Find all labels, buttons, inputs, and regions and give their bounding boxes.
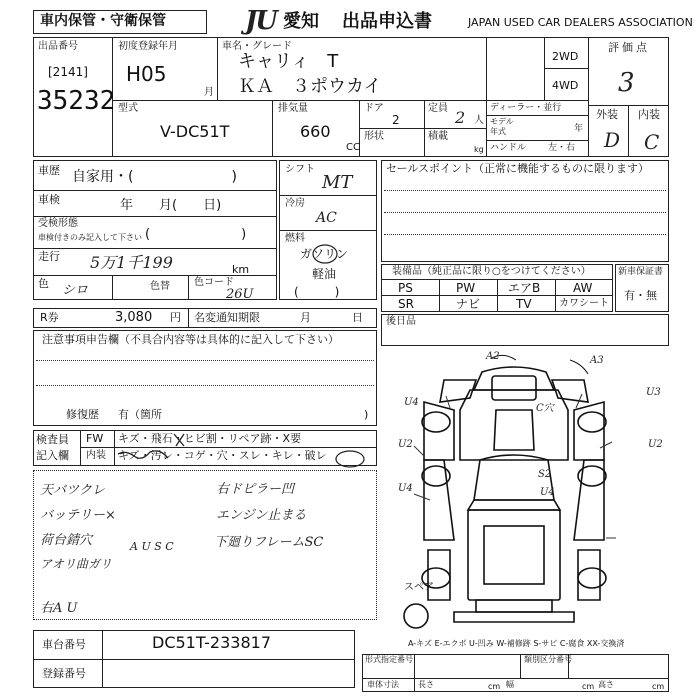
- note-engine: エンジン止まる: [216, 508, 307, 523]
- width-label: 幅: [506, 680, 514, 689]
- sales-point-label: セールスポイント（正常に機能するものに限ります）: [386, 162, 650, 175]
- equipment-tv: TV: [516, 297, 532, 311]
- exterior-grade: D: [604, 128, 621, 152]
- displacement-value: 660: [300, 122, 331, 141]
- ac-label: 冷房: [285, 198, 305, 209]
- color-value: シロ: [62, 283, 89, 298]
- equipment-label: 装備品（純正品に限り○をつけてください）: [392, 266, 591, 277]
- check-strike-marks: [110, 428, 370, 468]
- received-label: 受検形態: [38, 218, 78, 229]
- name-change-month: 月: [300, 311, 311, 324]
- mark-u2-left: U2: [398, 439, 413, 450]
- height-label: 高さ: [598, 680, 614, 689]
- width-unit: cm: [582, 682, 595, 691]
- repair-label: 修復歴: [66, 408, 99, 421]
- model-label: 型式: [118, 103, 138, 114]
- received-value: ( ): [145, 227, 247, 242]
- note-ausc: A U S C: [130, 540, 174, 553]
- equipment-sr: SR: [398, 297, 414, 311]
- year-unit: 年: [574, 124, 584, 134]
- note-battery: バッテリー×: [40, 508, 116, 523]
- mark-u4-lower: U4: [398, 483, 413, 494]
- handle-options: 左・右: [548, 143, 576, 153]
- equipment-ps: PS: [398, 281, 413, 295]
- equipment-airbag: エアB: [508, 281, 541, 295]
- entry-label: 記入欄: [36, 449, 69, 462]
- shape-label: 形状: [364, 131, 384, 142]
- exterior-label: 外装: [596, 108, 618, 121]
- mark-u2-right: U2: [648, 439, 663, 450]
- inspection-label: 車検: [38, 193, 60, 206]
- equipment-aw: AW: [573, 281, 593, 295]
- inspection-value: 年 月( 日): [120, 198, 222, 213]
- recycle-unit: 円: [170, 311, 181, 324]
- equipment-pw: PW: [456, 281, 476, 295]
- drive-2wd: 2WD: [552, 50, 579, 63]
- note-pillar: 右ドピラー凹: [216, 482, 295, 497]
- lot-code: [2141]: [48, 65, 88, 79]
- length-unit: cm: [488, 682, 501, 691]
- form-number-label: 形式指定番号: [365, 655, 413, 664]
- interior-label: 内装: [638, 108, 660, 121]
- note-right-au: 右A U: [40, 601, 78, 616]
- association-name: JAPAN USED CAR DEALERS ASSOCIATION: [468, 16, 693, 29]
- score-label: 評価点: [608, 41, 650, 54]
- length-label: 長さ: [418, 680, 434, 689]
- warranty-value: 有・無: [624, 289, 657, 302]
- form-title: 出品申込書: [342, 11, 432, 32]
- doors-label: ドア: [364, 103, 384, 114]
- capacity-unit: 人: [474, 115, 484, 126]
- history-label: 車歴: [38, 164, 60, 177]
- displacement-label: 排気量: [278, 103, 308, 114]
- vehicle-grade: ＫＡ ３ポウカイ: [238, 76, 382, 97]
- interior-check-label: 内装: [86, 450, 106, 461]
- cc-unit: CC: [346, 142, 360, 153]
- registration-label: 初度登録年月: [118, 41, 178, 52]
- fw-label: FW: [86, 432, 104, 445]
- capacity-value: 2: [455, 108, 466, 127]
- doors-value: 2: [392, 113, 400, 127]
- lot-number: 35232: [37, 86, 116, 116]
- shift-value: MT: [322, 172, 353, 193]
- equipment-navi: ナビ: [456, 297, 481, 311]
- note-bed-rust: 荷台錆穴: [40, 533, 93, 548]
- model-year-label-1: モデル: [490, 117, 514, 126]
- chassis-label: 車台番号: [42, 638, 86, 651]
- spare-label: スペア: [404, 582, 434, 593]
- note-roof: 天バツクレ: [40, 483, 105, 498]
- registration-number-label: 登録番号: [42, 667, 86, 680]
- history-value: 自家用・( ): [72, 169, 237, 185]
- mark-u4-left: U4: [404, 397, 419, 408]
- name-change-day: 日: [352, 311, 363, 324]
- ju-logo: JU: [245, 6, 276, 36]
- org-name: 愛知: [283, 11, 319, 32]
- interior-grade: C: [644, 130, 660, 154]
- mark-u4-bed: U4: [540, 487, 555, 498]
- damage-legend: A-キズ E-エクボ U-凹み W-補修跡 S-サビ C-腐食 XX-交換済: [408, 639, 625, 648]
- attach-label: 後日品: [386, 316, 416, 327]
- interior-check-items: キズ・汚レ・コゲ・穴・スレ・キレ・破レ: [118, 449, 327, 462]
- color-code-value: 26U: [226, 287, 254, 302]
- sales-point-box: [381, 160, 669, 262]
- mileage-label: 走行: [38, 250, 60, 263]
- color-label: 色: [38, 277, 49, 290]
- shift-label: シフト: [285, 164, 315, 175]
- inspector-label: 検査員: [36, 433, 69, 446]
- mark-u3: U3: [646, 387, 661, 398]
- fuel-gas: ガソリン: [300, 247, 349, 261]
- name-change-label: 名変通知期限: [194, 311, 260, 324]
- fuel-selection-circle: [310, 243, 340, 265]
- drive-4wd: 4WD: [552, 79, 579, 92]
- capacity-label: 定員: [428, 103, 448, 114]
- color-change-label: 色替: [150, 281, 170, 292]
- note-frame: 下廻りフレームSC: [214, 535, 324, 550]
- body-size-label: 車体寸法: [367, 680, 399, 689]
- note-gate-bend: アオリ曲ガリ: [40, 557, 112, 571]
- ac-value: AC: [316, 210, 337, 226]
- load-unit: kg: [474, 145, 484, 154]
- notes-label: 注意事項申告欄（不具合内容等は具体的に記入して下さい）: [42, 333, 339, 346]
- storage-label: 車内保管・守衛保管: [40, 13, 166, 29]
- chassis-value: DC51T-233817: [152, 633, 272, 652]
- model-year-label-2: 年式: [490, 127, 506, 136]
- received-sub: 車検付きのみ記入して下さい: [38, 233, 142, 242]
- recycle-label: R券: [40, 311, 59, 324]
- attach-box: [381, 314, 669, 346]
- mark-a3: A3: [590, 355, 604, 366]
- warranty-label: 新車保証書: [618, 267, 664, 277]
- recycle-amount: 3,080: [115, 310, 153, 325]
- lot-label: 出品番号: [38, 41, 78, 52]
- score-value: 3: [618, 68, 635, 98]
- equipment-leather: カワシート: [559, 298, 609, 309]
- mileage-value: 5万1千199: [90, 253, 173, 272]
- vehicle-name: キャリィ T: [238, 51, 339, 72]
- mark-s2: S2: [538, 469, 552, 480]
- registration-month-unit: 月: [204, 87, 214, 98]
- handle-label: ハンドル: [490, 143, 527, 153]
- mark-a2: A2: [486, 351, 500, 362]
- registration-year: H05: [126, 62, 167, 86]
- model-value: V-DC51T: [160, 122, 230, 141]
- repair-close: ): [364, 408, 369, 421]
- class-number-label: 類別区分番号: [524, 655, 572, 664]
- fw-items: キズ・飛石・ヒビ割・リペア跡・X要: [118, 432, 302, 445]
- vehicle-name-label: 車名・グレード: [222, 41, 292, 52]
- repair-value: 有（箇所: [118, 408, 162, 421]
- fuel-other: ( ): [294, 285, 340, 299]
- fuel-label: 燃料: [285, 233, 305, 244]
- dealer-label: ディーラー・並行: [490, 103, 562, 113]
- car-diagram: [384, 350, 684, 640]
- color-code-label: 色コード: [194, 277, 234, 288]
- load-label: 積載: [428, 131, 448, 142]
- fuel-diesel: 軽油: [312, 267, 337, 281]
- mark-c-hole: C穴: [536, 403, 554, 414]
- mileage-unit: km: [232, 263, 250, 276]
- height-unit: cm: [652, 682, 665, 691]
